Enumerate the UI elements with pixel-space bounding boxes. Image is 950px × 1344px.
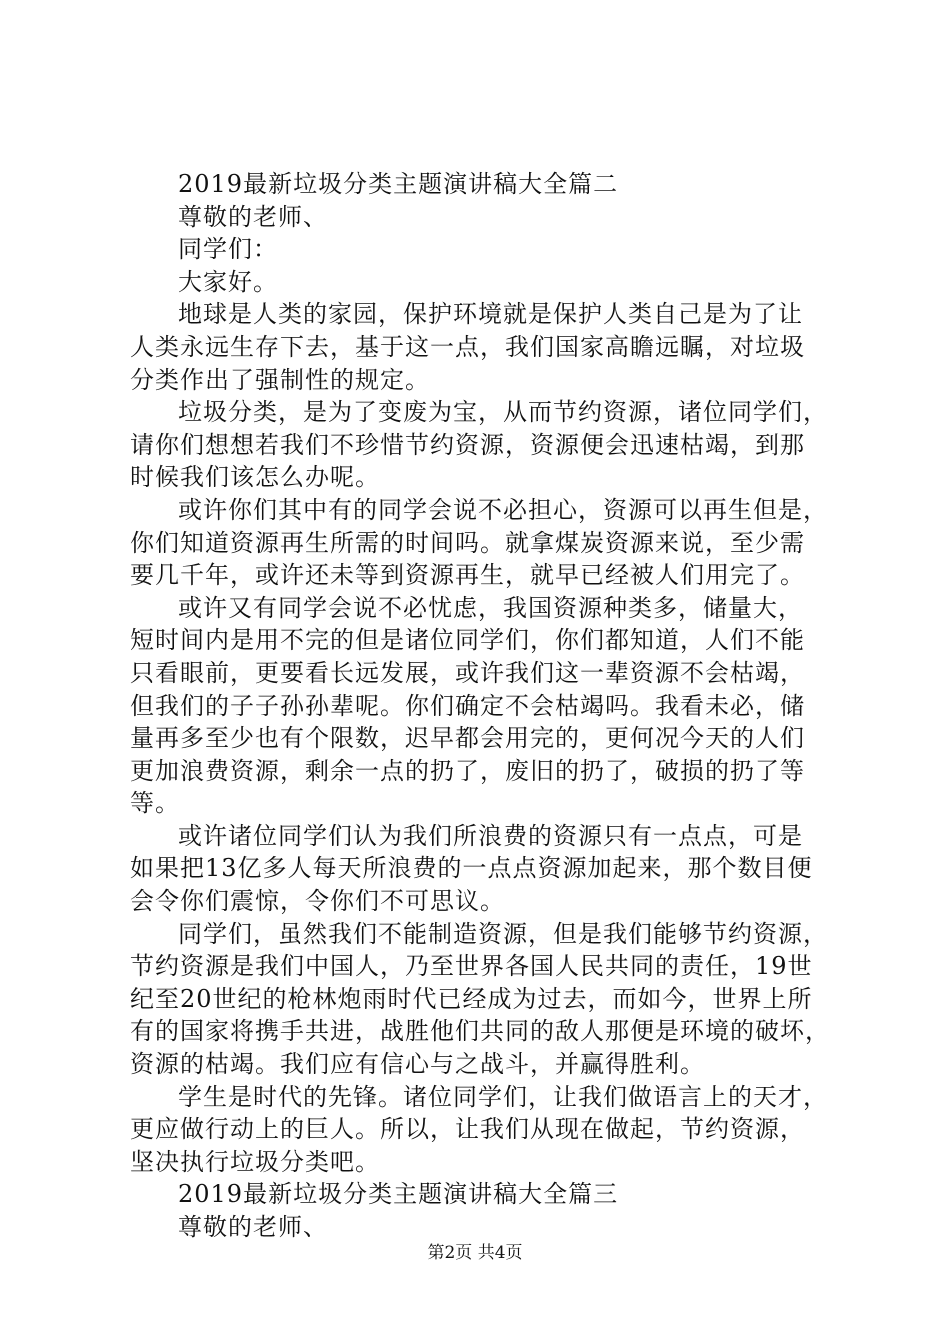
text-line: 量再多至少也有个限数，迟早都会用完的，更何况今天的人们	[130, 724, 805, 753]
text-line: 你们知道资源再生所需的时间吗。就拿煤炭资源来说，至少需	[130, 528, 805, 557]
text-line: 只看眼前，更要看长远发展，或许我们这一辈资源不会枯竭，	[130, 658, 805, 687]
text-line: 或许你们其中有的同学会说不必担心，资源可以再生但是，	[178, 495, 828, 524]
text-line: 要几千年，或许还未等到资源再生，就早已经被人们用完了。	[130, 561, 805, 590]
text-line: 纪至20世纪的枪林炮雨时代已经成为过去，而如今，世界上所	[130, 984, 813, 1013]
text-line: 请你们想想若我们不珍惜节约资源，资源便会迅速枯竭，到那	[130, 430, 805, 459]
text-line: 2019最新垃圾分类主题演讲稿大全篇二	[178, 170, 619, 198]
text-line: 或许诸位同学们认为我们所浪费的资源只有一点点，可是	[178, 821, 803, 850]
text-line: 坚决执行垃圾分类吧。	[130, 1147, 380, 1176]
text-line: 同学们：	[178, 235, 278, 264]
text-line: 人类永远生存下去，基于这一点，我们国家高瞻远瞩，对垃圾	[130, 332, 805, 361]
text-line: 尊敬的老师、	[178, 1213, 328, 1241]
text-line: 或许又有同学会说不必忧虑，我国资源种类多，储量大，	[178, 593, 803, 622]
text-line: 短时间内是用不完的但是诸位同学们，你们都知道，人们不能	[130, 626, 805, 655]
text-line: 尊敬的老师、	[178, 202, 328, 231]
text-line: 如果把13亿多人每天所浪费的一点点资源加起来，那个数目便	[130, 854, 813, 883]
text-line: 但我们的子子孙孙辈呢。你们确定不会枯竭吗。我看未必，储	[130, 691, 805, 720]
text-line: 资源的枯竭。我们应有信心与之战斗，并赢得胜利。	[130, 1050, 705, 1079]
document-body	[130, 168, 830, 1244]
text-line: 会令你们震惊，令你们不可思议。	[130, 887, 505, 916]
text-line: 更加浪费资源，剩余一点的扔了，废旧的扔了，破损的扔了等	[130, 756, 805, 785]
text-line: 分类作出了强制性的规定。	[130, 365, 430, 394]
text-line: 时候我们该怎么办呢。	[130, 463, 380, 492]
text-line: 地球是人类的家园，保护环境就是保护人类自己是为了让	[178, 300, 803, 329]
text-line: 有的国家将携手共进，战胜他们共同的敌人那便是环境的破坏，	[130, 1017, 830, 1046]
text-line: 更应做行动上的巨人。所以，让我们从现在做起，节约资源，	[130, 1115, 805, 1144]
text-line: 2019最新垃圾分类主题演讲稿大全篇三	[178, 1180, 619, 1209]
text-line: 垃圾分类，是为了变废为宝，从而节约资源，诸位同学们，	[178, 398, 828, 427]
text-line: 节约资源是我们中国人，乃至世界各国人民共同的责任，19世	[130, 952, 813, 981]
text-line: 大家好。	[178, 267, 278, 296]
text-line: 同学们，虽然我们不能制造资源，但是我们能够节约资源，	[178, 919, 828, 948]
page-footer: 第2页 共4页	[427, 1243, 523, 1263]
text-line: 学生是时代的先锋。诸位同学们，让我们做语言上的天才，	[178, 1082, 828, 1111]
text-line: 等。	[130, 789, 180, 818]
